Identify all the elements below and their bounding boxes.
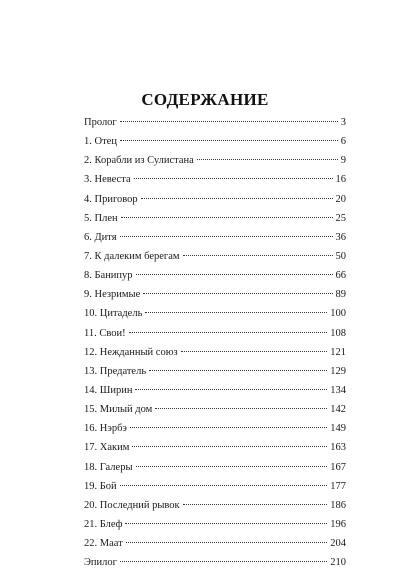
toc-entry bbox=[84, 304, 346, 323]
toc-entry-label: 5. Плен bbox=[84, 212, 118, 224]
toc-entry bbox=[84, 458, 346, 477]
toc-entry-label: 10. Цитадель bbox=[84, 308, 143, 320]
toc-entry-label: 8. Банипур bbox=[84, 270, 133, 282]
toc-entry-label: 9. Незримые bbox=[84, 289, 141, 301]
toc-entry bbox=[84, 362, 346, 381]
dot-leader bbox=[143, 293, 332, 294]
dot-leader bbox=[120, 121, 338, 122]
toc-entry bbox=[84, 285, 346, 304]
toc-entry bbox=[84, 228, 346, 247]
toc-entry bbox=[84, 209, 346, 228]
toc-entry-page-number: 66 bbox=[335, 270, 346, 282]
toc-entry-label: 6. Дитя bbox=[84, 231, 117, 243]
toc-entry-page-number: 36 bbox=[335, 231, 346, 243]
toc-entry bbox=[84, 534, 346, 553]
toc-entry bbox=[84, 496, 346, 515]
dot-leader bbox=[120, 140, 338, 141]
dot-leader bbox=[132, 446, 327, 447]
dot-leader bbox=[145, 312, 327, 313]
toc-entry-label: 20. Последний рывок bbox=[84, 499, 180, 511]
toc-entry-label: 7. К далеким берегам bbox=[84, 250, 180, 262]
toc-entry bbox=[84, 515, 346, 534]
toc-entry-page-number: 3 bbox=[340, 117, 346, 128]
toc-entry bbox=[84, 190, 346, 209]
toc-entry-page-number: 100 bbox=[330, 308, 346, 320]
toc-entry bbox=[84, 324, 346, 343]
toc-entry-page-number: 129 bbox=[330, 365, 346, 377]
table-of-contents bbox=[84, 113, 346, 572]
dot-leader bbox=[136, 466, 328, 467]
toc-entry-label: 22. Маат bbox=[84, 538, 123, 550]
toc-entry-label: Эпилог bbox=[84, 557, 117, 569]
dot-leader bbox=[197, 159, 338, 160]
toc-entry-page-number: 50 bbox=[335, 250, 346, 262]
toc-entry-label: 17. Хаким bbox=[84, 442, 130, 454]
dot-leader bbox=[129, 332, 328, 333]
toc-entry bbox=[84, 381, 346, 400]
dot-leader bbox=[181, 351, 328, 352]
page-title: СОДЕРЖАНИЕ bbox=[141, 90, 269, 109]
dot-leader bbox=[125, 523, 327, 524]
toc-entry-page-number: 16 bbox=[335, 174, 346, 186]
toc-entry-page-number: 167 bbox=[330, 461, 346, 473]
toc-entry-label: 13. Предатель bbox=[84, 365, 147, 377]
dot-leader bbox=[135, 389, 327, 390]
dot-leader bbox=[120, 236, 333, 237]
toc-entry-page-number: 9 bbox=[340, 155, 346, 167]
toc-entry-label: 14. Ширин bbox=[84, 384, 133, 396]
toc-entry-page-number: 25 bbox=[335, 212, 346, 224]
toc-entry-page-number: 196 bbox=[330, 518, 346, 530]
toc-entry-page-number: 163 bbox=[330, 442, 346, 454]
toc-entry-page-number: 6 bbox=[340, 136, 346, 148]
toc-entry-page-number: 142 bbox=[330, 404, 346, 416]
toc-entry-label: 21. Блеф bbox=[84, 518, 123, 530]
toc-entry-label: 3. Невеста bbox=[84, 174, 131, 186]
toc-entry-label: 11. Свои! bbox=[84, 327, 126, 339]
dot-leader bbox=[120, 561, 327, 562]
dot-leader bbox=[155, 408, 327, 409]
toc-entry-page-number: 177 bbox=[330, 480, 346, 492]
dot-leader bbox=[121, 217, 333, 218]
toc-entry bbox=[84, 132, 346, 151]
dot-leader bbox=[120, 485, 328, 486]
dot-leader bbox=[183, 504, 328, 505]
toc-entry bbox=[84, 247, 346, 266]
dot-leader bbox=[136, 274, 333, 275]
toc-entry-label: 12. Нежданный союз bbox=[84, 346, 178, 358]
dot-leader bbox=[149, 370, 327, 371]
toc-entry-page-number: 149 bbox=[330, 423, 346, 435]
toc-entry-page-number: 210 bbox=[330, 557, 346, 569]
toc-entry-label: 1. Отец bbox=[84, 136, 117, 148]
toc-entry-page-number: 108 bbox=[330, 327, 346, 339]
toc-entry-page-number: 20 bbox=[335, 193, 346, 205]
dot-leader bbox=[141, 198, 333, 199]
toc-entry-label: 15. Милый дом bbox=[84, 404, 153, 416]
toc-entry bbox=[84, 419, 346, 438]
toc-entry bbox=[84, 170, 346, 189]
toc-entry-page-number: 121 bbox=[330, 346, 346, 358]
toc-entry-label: 18. Галеры bbox=[84, 461, 133, 473]
toc-entry bbox=[84, 113, 346, 132]
toc-entry-label: 19. Бой bbox=[84, 480, 117, 492]
toc-entry bbox=[84, 553, 346, 572]
toc-entry-page-number: 204 bbox=[330, 538, 346, 550]
toc-entry-page-number: 89 bbox=[335, 289, 346, 301]
toc-entry bbox=[84, 266, 346, 285]
dot-leader bbox=[183, 255, 333, 256]
toc-entry-page-number: 134 bbox=[330, 384, 346, 396]
toc-entry-label: 16. Нэрбэ bbox=[84, 423, 127, 435]
toc-entry-label: 2. Корабли из Сулистана bbox=[84, 155, 194, 167]
dot-leader bbox=[126, 542, 328, 543]
dot-leader bbox=[130, 427, 327, 428]
toc-entry-label: 4. Приговор bbox=[84, 193, 138, 205]
toc-entry bbox=[84, 151, 346, 170]
toc-entry-page-number: 186 bbox=[330, 499, 346, 511]
toc-entry bbox=[84, 477, 346, 496]
dot-leader bbox=[134, 178, 333, 179]
toc-entry bbox=[84, 343, 346, 362]
toc-entry bbox=[84, 400, 346, 419]
toc-entry-label: Пролог bbox=[84, 117, 117, 128]
toc-entry bbox=[84, 438, 346, 457]
